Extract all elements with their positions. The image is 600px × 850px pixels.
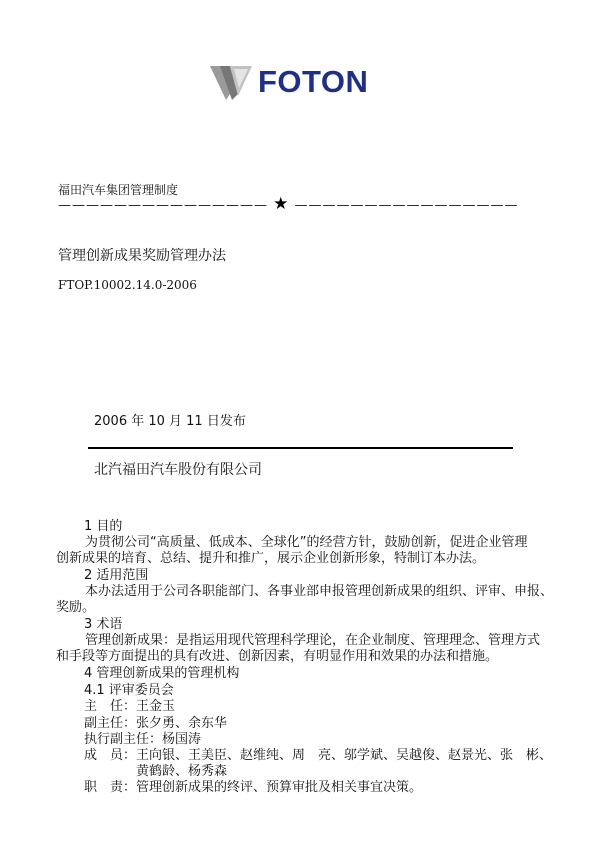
section-1-line-1: 为贯彻公司“高质量、低成本、全球化”的经营方针，鼓励创新，促进企业管理 [85,535,528,550]
section-4-heading: 4 管理创新成果的管理机构 [84,666,240,681]
divider-left: ——————————————— [58,198,268,213]
issue-divider [88,447,513,449]
regulation-series: 福田汽车集团管理制度 [58,183,179,197]
committee-vice-director: 副主任：张夕勇、余东华 [84,716,228,731]
foton-wordmark: FOTON [258,64,369,99]
section-1-heading: 1 目的 [84,519,123,534]
document-title: 管理创新成果奖励管理办法 [58,248,226,264]
section-3-line-2: 和手段等方面提出的具有改进、创新因素，有明显作用和效果的办法和措施。 [56,649,499,664]
star-icon: ★ [273,194,290,214]
document-code: FTOP.10002.14.0-2006 [58,278,197,292]
company-name: 北汽福田汽车股份有限公司 [94,462,262,478]
section-3-heading: 3 术语 [84,617,123,632]
section-3-line-1: 管理创新成果：是指运用现代管理科学理论，在企业制度、管理理念、管理方式 [85,633,541,648]
foton-logo [208,60,398,104]
section-1-line-2: 创新成果的培育、总结、提升和推广，展示企业创新形象，特制订本办法。 [56,551,486,566]
foton-emblem-icon [208,60,254,104]
divider-star-line [58,194,519,214]
committee-director: 主 任：王金玉 [84,699,176,714]
committee-members-line-1: 成 员：王向银、王美臣、赵维纯、周 亮、邬学斌、吴越俊、赵景光、张 彬、 [84,748,553,763]
section-2-heading: 2 适用范围 [84,568,149,583]
issue-date: 2006 年 10 月 11 日发布 [94,414,246,429]
committee-members-line-2: 黄鹤龄、杨秀森 [136,764,228,779]
section-2-line-2: 奖励。 [56,600,96,615]
committee-duties: 职 责：管理创新成果的终评、预算审批及相关事宜决策。 [84,780,423,795]
divider-right: ———————————————— [294,198,519,213]
committee-exec-vice-director: 执行副主任：杨国涛 [84,732,202,747]
section-2-line-1: 本办法适用于公司各职能部门、各事业部申报管理创新成果的组织、评审、申报、 [85,584,554,599]
section-4-1-heading: 4.1 评审委员会 [84,683,174,698]
